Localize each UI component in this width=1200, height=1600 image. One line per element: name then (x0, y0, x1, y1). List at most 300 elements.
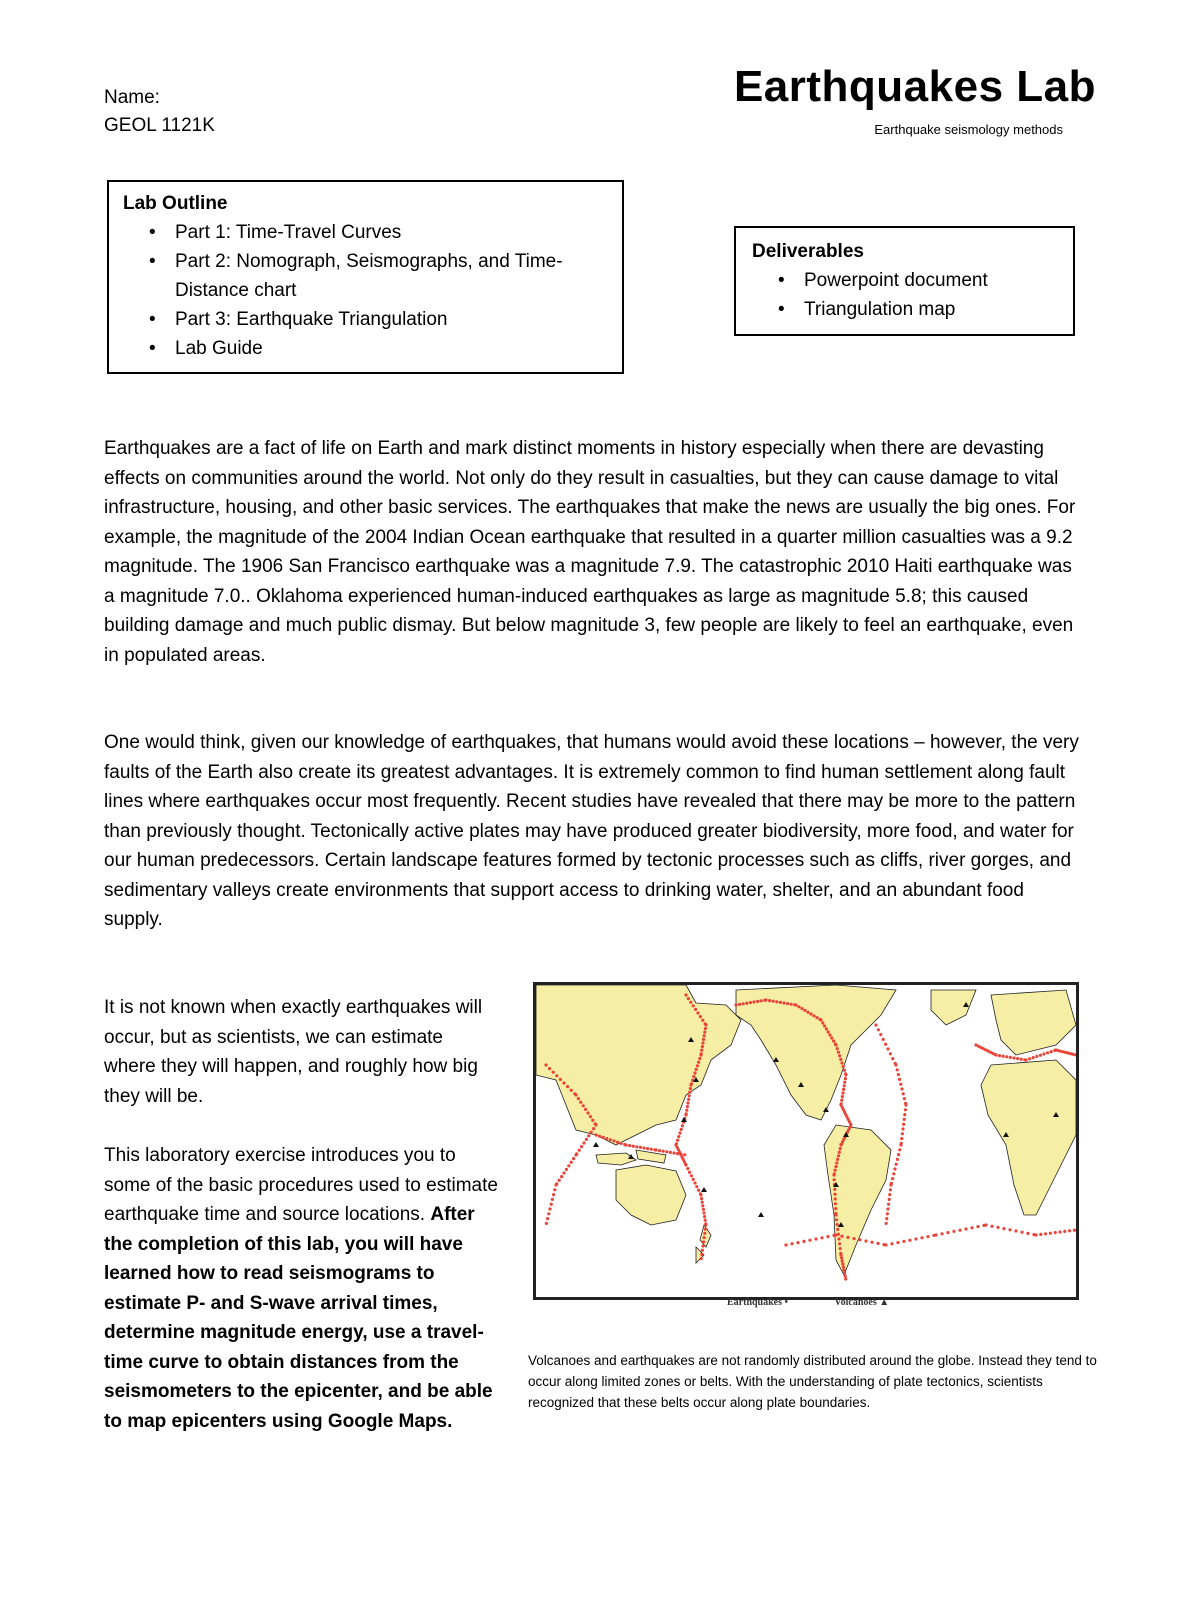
earthquake-dot (809, 1012, 812, 1015)
earthquake-dot (775, 1000, 778, 1003)
earthquake-dot (689, 1087, 692, 1090)
world-map-figure (533, 982, 1079, 1300)
earthquake-dot (598, 1135, 601, 1138)
name-label: Name: (104, 87, 160, 108)
lab-outline-item: • Part 2: Nomograph, Seismographs, and Time-Distance chart (175, 247, 608, 305)
deliverables-box (734, 226, 1075, 336)
earthquake-dot (592, 1127, 595, 1130)
earthquake-dot (828, 1033, 831, 1036)
earthquake-dot (558, 1179, 561, 1182)
earthquake-dot (882, 1038, 885, 1041)
earthquake-dot (891, 1057, 894, 1060)
earthquake-dot (620, 1142, 623, 1145)
earthquake-dot (695, 1068, 698, 1071)
earthquake-dot (819, 1018, 822, 1021)
earthquake-dot (578, 1149, 581, 1152)
earthquake-dot (1005, 1055, 1008, 1058)
lab-outline-list (123, 218, 608, 363)
earthquake-dot (544, 1063, 547, 1066)
earthquake-dot (1016, 1057, 1019, 1060)
earthquake-dot (681, 1124, 684, 1127)
earthquake-dot (840, 1235, 843, 1238)
earthquake-dot (844, 1274, 847, 1277)
earthquake-dot (1073, 1229, 1076, 1232)
earthquake-dot (879, 1033, 882, 1036)
earthquake-dot (904, 1108, 907, 1111)
earthquake-dot (676, 1139, 679, 1142)
earthquake-dot (838, 1242, 841, 1245)
earthquake-dot (1046, 1051, 1049, 1054)
earthquake-dot (834, 1169, 837, 1172)
earthquake-dot (836, 1223, 839, 1226)
earthquake-dot (832, 1039, 835, 1042)
earthquake-dot (701, 1204, 704, 1207)
earthquake-dot (1068, 1229, 1071, 1232)
earthquake-dot (830, 1036, 833, 1039)
earthquake-dot (646, 1147, 649, 1150)
earthquake-dot (752, 1000, 755, 1003)
earthquake-dot (890, 1242, 893, 1245)
earthquake-dot (964, 1227, 967, 1230)
earthquake-dot (835, 1218, 838, 1221)
earthquake-dot (896, 1241, 899, 1244)
earthquake-dot (833, 1178, 836, 1181)
earthquake-dot (635, 1145, 638, 1148)
earthquake-dot (904, 1103, 907, 1106)
earthquake-dot (704, 1023, 707, 1026)
earthquake-dot (839, 1147, 842, 1150)
earthquake-dot (703, 1236, 706, 1239)
earthquake-dot (555, 1074, 558, 1077)
earthquake-dot (703, 1031, 706, 1034)
header-info (104, 84, 215, 140)
earthquake-dot (842, 1065, 845, 1068)
earthquake-dot (886, 1207, 889, 1210)
earthquake-dot (894, 1063, 897, 1066)
earthquake-dot (702, 1211, 705, 1214)
earthquake-dot (896, 1068, 899, 1071)
earthquake-dot (689, 1001, 692, 1004)
earthquake-dot (686, 1167, 689, 1170)
earthquake-dot (838, 1151, 841, 1154)
earthquake-dot (585, 1138, 588, 1141)
earthquake-dot (886, 1212, 889, 1215)
earthquake-dot (1049, 1232, 1052, 1235)
earthquake-dot (834, 1202, 837, 1205)
earthquake-dot (696, 1064, 699, 1067)
earthquake-dot (689, 1083, 692, 1086)
earthquake-dot (553, 1188, 556, 1191)
earthquake-dot (874, 1023, 877, 1026)
earthquake-dot (899, 1083, 902, 1086)
earthquake-dot (742, 1002, 745, 1005)
earthquake-dot (1032, 1056, 1035, 1059)
earthquake-dot (892, 1172, 895, 1175)
earthquake-dot (834, 1207, 837, 1210)
objectives-plain-text: This laboratory exercise introduces you to some of the basic procedures used to estimate earthquake time and source locations. (104, 1145, 498, 1225)
earthquake-dot (590, 1131, 593, 1134)
earthquake-dot (844, 1073, 847, 1076)
earthquake-dot (552, 1193, 555, 1196)
earthquake-dot (934, 1233, 937, 1236)
earthquake-dot (839, 1247, 842, 1250)
earthquake-dot (903, 1118, 906, 1121)
earthquake-dot (680, 1153, 683, 1156)
earthquake-dot (806, 1011, 809, 1014)
earthquake-dot (701, 1244, 704, 1247)
earthquake-dot (734, 1003, 737, 1006)
earthquake-dot (577, 1097, 580, 1100)
earthquake-dot (1002, 1227, 1005, 1230)
earthquake-dot (692, 1178, 695, 1181)
earthquake-dot (1020, 1058, 1023, 1061)
earthquake-dot (833, 1193, 836, 1196)
course-code: GEOL 1121K (104, 115, 215, 136)
earthquake-dot (870, 1241, 873, 1244)
earthquake-dot (864, 1239, 867, 1242)
earthquake-dot (903, 1113, 906, 1116)
earthquake-dot (844, 1277, 847, 1280)
earthquake-dot (898, 1148, 901, 1151)
earthquake-dot (693, 1071, 696, 1074)
earthquake-dot (841, 1262, 844, 1265)
legend-volcanoes: Volcanoes ▲ (834, 1297, 890, 1308)
earthquake-dot (551, 1198, 554, 1201)
earthquake-dot (836, 1047, 839, 1050)
earthquake-dot (587, 1134, 590, 1137)
earthquake-dot (700, 1257, 703, 1260)
earthquake-dot (889, 1183, 892, 1186)
earthquake-dot (772, 1000, 775, 1003)
earthquake-dot (802, 1240, 805, 1243)
earthquake-dot (900, 1087, 903, 1090)
earthquake-dot (574, 1153, 577, 1156)
earthquake-dot (843, 1069, 846, 1072)
lab-outline-item: • Part 3: Earthquake Triangulation (175, 305, 608, 334)
earthquake-dot (704, 1223, 707, 1226)
earthquake-dot (676, 1152, 679, 1155)
earthquake-dot (902, 1092, 905, 1095)
earthquake-dot (1009, 1056, 1012, 1059)
earthquake-dot (586, 1111, 589, 1114)
earthquake-dot (700, 1253, 703, 1256)
earthquake-dot (842, 1088, 845, 1091)
earthquake-dot (686, 1105, 689, 1108)
earthquake-dot (984, 1223, 987, 1226)
earthquake-dot (683, 1153, 686, 1156)
earthquake-dot (639, 1146, 642, 1149)
earthquake-dot (790, 1003, 793, 1006)
earthquake-dot (745, 1002, 748, 1005)
earthquake-dot (548, 1067, 551, 1070)
earthquake-dot (692, 1075, 695, 1078)
earthquake-dot (889, 1052, 892, 1055)
earthquake-dot (594, 1133, 597, 1136)
earthquake-dot (570, 1089, 573, 1092)
earthquake-dot (842, 1265, 845, 1268)
earthquake-dot (841, 1095, 844, 1098)
earthquake-dot (1044, 1232, 1047, 1235)
earthquake-dot (566, 1085, 569, 1088)
earthquake-dot (902, 1240, 905, 1243)
earthquake-dot (899, 1143, 902, 1146)
estimate-paragraph: It is not known when exactly earthquakes will occur, but as scientists, we can estimate where they will happen, and roughly how big they will be. (104, 997, 483, 1107)
earthquake-dot (897, 1153, 900, 1156)
earthquake-dot (1002, 1055, 1005, 1058)
lab-outline-item: • Part 1: Time-Travel Curves (175, 218, 608, 247)
earthquake-dot (662, 1150, 665, 1153)
earthquake-dot (594, 1123, 597, 1126)
earthquake-dot (996, 1226, 999, 1229)
earthquake-dot (858, 1238, 861, 1241)
earthquake-dot (790, 1242, 793, 1245)
earthquake-dot (628, 1144, 631, 1147)
earthquake-dot (702, 1038, 705, 1041)
earthquake-dot (891, 1177, 894, 1180)
earthquake-dot (800, 1007, 803, 1010)
map-legend (727, 1297, 933, 1308)
lab-outline-item: • Lab Guide (175, 334, 608, 363)
earthquake-dot (1035, 1055, 1038, 1058)
earthquake-dot (693, 1181, 696, 1184)
earthquake-dot (632, 1145, 635, 1148)
earthquake-dot (700, 1049, 703, 1052)
earthquake-dot (605, 1137, 608, 1140)
earthquake-dot (562, 1171, 565, 1174)
earthquake-dot (702, 1208, 705, 1211)
earthquake-dot (1014, 1229, 1017, 1232)
earthquake-dot (841, 1091, 844, 1094)
earthquake-dot (612, 1139, 615, 1142)
earthquake-dot (582, 1141, 585, 1144)
earthquake-dot (803, 1009, 806, 1012)
earthquake-dot (846, 1236, 849, 1239)
earthquake-dot (768, 999, 771, 1002)
earthquake-dot (839, 1143, 842, 1146)
earthquake-dot (688, 1094, 691, 1097)
earthquake-dot (888, 1193, 891, 1196)
deliverables-item: • Powerpoint document (804, 266, 1057, 295)
earthquake-dot (602, 1136, 605, 1139)
earthquake-dot (814, 1237, 817, 1240)
earthquake-dot (823, 1024, 826, 1027)
earthquake-dot (1034, 1233, 1037, 1236)
earthquake-dot (834, 1165, 837, 1168)
earthquake-dot (570, 1161, 573, 1164)
earthquake-dot (589, 1115, 592, 1118)
earthquake-dot (701, 1249, 704, 1252)
earthquake-dot (699, 1193, 702, 1196)
earthquake-dot (687, 997, 690, 1000)
earthquake-dot (840, 1099, 843, 1102)
earthquake-dot (677, 1135, 680, 1138)
earthquake-dot (1024, 1058, 1027, 1061)
earthquake-dot (696, 1011, 699, 1014)
earthquake-dot (970, 1226, 973, 1229)
earthquake-dot (687, 1098, 690, 1101)
earthquake-dot (703, 1215, 706, 1218)
earthquake-dot (786, 1002, 789, 1005)
deliverables-item: • Triangulation map (804, 295, 1057, 324)
earthquake-dot (834, 1233, 837, 1236)
earthquake-dot (1063, 1230, 1066, 1233)
deliverables-list (752, 266, 1057, 324)
earthquake-dot (764, 998, 767, 1001)
earthquake-dot (698, 1057, 701, 1060)
earthquake-dot (545, 1222, 548, 1225)
earthquake-dot (897, 1073, 900, 1076)
earthquake-dot (843, 1271, 846, 1274)
earthquake-dot (840, 1061, 843, 1064)
lab-outline-box (107, 180, 624, 374)
deliverables-title: Deliverables (752, 241, 864, 262)
earthquake-dot (699, 1053, 702, 1056)
earthquake-dot (841, 1259, 844, 1262)
earthquake-dot (825, 1027, 828, 1030)
earthquake-dot (834, 1213, 837, 1216)
earthquake-dot (701, 1045, 704, 1048)
earthquake-dot (701, 1041, 704, 1044)
earthquake-dot (837, 1154, 840, 1157)
earthquake-dot (703, 1232, 706, 1235)
earthquake-dot (547, 1212, 550, 1215)
earthquake-dot (836, 1158, 839, 1161)
legend-earthquakes: Earthquakes • (727, 1297, 789, 1308)
earthquake-dot (572, 1157, 575, 1160)
earthquake-dot (672, 1151, 675, 1154)
earthquake-dot (749, 1001, 752, 1004)
earthquake-dot (669, 1151, 672, 1154)
earthquake-dot (688, 1091, 691, 1094)
figure-caption: Volcanoes and earthquakes are not randomly distributed around the globe. Instead they tend to occur along limited zones or belts. With the understanding of plate tectonics, scientists recognized that these belts occur along plate boundaries. (528, 1353, 1097, 1410)
intro-paragraph: Earthquakes are a fact of life on Earth and mark distinct moments in history especially when there are devasting effects on communities around the world. Not only do they result in casualties, but they can cause damage to vital infrastructure, housing, and other basic services. The earthquakes that make the news are usually the big ones. For example, the magnitude of the 2004 Indian Ocean earthquake that resulted in a quarter million casualties was a 9.2 magnitude. The 1906 San Francisco earthquake was a magnitude 7.9. The catastrophic 2010 Haiti earthquake was a magnitude 7.0.. Oklahoma experienced human-induced earthquakes as large as magnitude 5.8; this caused building damage and much public dismay. But below magnitude 3, few people are likely to feel an earthquake, even in populated areas. (104, 438, 1076, 666)
earthquake-dot (839, 1253, 842, 1256)
earthquake-dot (920, 1236, 923, 1239)
earthquake-dot (738, 1003, 741, 1006)
earthquake-dot (794, 1003, 797, 1006)
earthquake-dot (700, 1197, 703, 1200)
earthquake-dot (1008, 1228, 1011, 1231)
earthquake-dot (876, 1242, 879, 1245)
earthquake-dot (903, 1097, 906, 1100)
earthquake-dot (779, 1001, 782, 1004)
earthquake-dot (926, 1235, 929, 1238)
earthquake-dot (616, 1141, 619, 1144)
earthquake-dot (877, 1028, 880, 1031)
objectives-paragraph (104, 1141, 499, 1436)
earthquake-dot (1026, 1232, 1029, 1235)
earthquake-dot (797, 1005, 800, 1008)
earthquake-dot (574, 1093, 577, 1096)
earthquake-dot (834, 1043, 837, 1046)
earthquake-dot (784, 1243, 787, 1246)
earthquake-dot (678, 1131, 681, 1134)
earthquake-dot (837, 1051, 840, 1054)
earthquake-dot (562, 1081, 565, 1084)
earthquake-dot (884, 1043, 887, 1046)
earthquake-dot (1054, 1231, 1057, 1234)
earthquake-dot (843, 1081, 846, 1084)
earthquake-dot (827, 1030, 830, 1033)
earthquake-dot (820, 1236, 823, 1239)
earthquake-dot (760, 999, 763, 1002)
earthquake-dot (940, 1232, 943, 1235)
earthquake-dot (1058, 1230, 1061, 1233)
earthquake-dot (650, 1148, 653, 1151)
earthquake-dot (756, 1000, 759, 1003)
earthquake-dot (642, 1146, 645, 1149)
page-title: Earthquakes Lab (733, 62, 1096, 111)
earthquake-dot (843, 1084, 846, 1087)
earthquake-dot (1020, 1231, 1023, 1234)
earthquake-dot (833, 1188, 836, 1191)
earthquake-dot (782, 1001, 785, 1004)
earthquake-dot (582, 1104, 585, 1107)
earthquake-dot (1028, 1057, 1031, 1060)
earthquake-dot (836, 1228, 839, 1231)
earthquake-dot (704, 1027, 707, 1030)
lab-outline-title: Lab Outline (123, 193, 228, 214)
earthquake-dot (815, 1016, 818, 1019)
earthquake-dot (1050, 1050, 1053, 1053)
earthquake-dot (994, 1053, 997, 1056)
earthquake-dot (680, 1128, 683, 1131)
earthquake-dot (688, 1171, 691, 1174)
earthquake-dot (665, 1150, 668, 1153)
earthquake-dot (685, 1109, 688, 1112)
earthquake-dot (887, 1203, 890, 1206)
earthquake-dot (990, 1225, 993, 1228)
earthquake-dot (699, 1015, 702, 1018)
earthquake-dot (838, 1054, 841, 1057)
earthquake-dot (1039, 1054, 1042, 1057)
earthquake-dot (701, 1019, 704, 1022)
earthquake-dot (697, 1189, 700, 1192)
earthquake-dot (591, 1119, 594, 1122)
lab-intro-column (104, 993, 499, 1466)
earthquake-dot (658, 1149, 661, 1152)
earthquake-dot (701, 1201, 704, 1204)
earthquake-dot (550, 1203, 553, 1206)
earthquake-dot (692, 1004, 695, 1007)
earthquake-dot (895, 1163, 898, 1166)
earthquake-dot (952, 1230, 955, 1233)
earthquake-dot (695, 1185, 698, 1188)
earthquake-dot (900, 1137, 903, 1140)
earthquake-dot (837, 1237, 840, 1240)
earthquake-dot (552, 1071, 555, 1074)
earthquake-dot (690, 1174, 693, 1177)
earthquake-dot (821, 1021, 824, 1024)
earthquake-dot (826, 1235, 829, 1238)
earthquake-dot (834, 1197, 837, 1200)
earthquake-dot (624, 1143, 627, 1146)
earthquake-dot (559, 1078, 562, 1081)
earthquake-dot (554, 1183, 557, 1186)
earthquake-dot (704, 1219, 707, 1222)
earthquake-dot (839, 1058, 842, 1061)
earthquake-dot (852, 1237, 855, 1240)
earthquake-dot (886, 1047, 889, 1050)
settlement-paragraph: One would think, given our knowledge of earthquakes, that humans would avoid these locations – however, the very faults of the Earth also create its greatest advantages. It is extremely common to find human settlement along fault lines where earthquakes occur most frequently. Recent studies have revealed that there may be more to the pattern than previously thought. Tectonically active plates may have produced greater biodiversity, more food, and water for our human predecessors. Certain landscape features formed by tectonic processes such as cliffs, river gorges, and sedimentary valleys create environments that support access to drinking water, shelter, and an abundant food supply. (104, 732, 1079, 930)
earthquake-dot (686, 1101, 689, 1104)
earthquake-dot (842, 1268, 845, 1271)
earthquake-dot (885, 1217, 888, 1220)
earthquake-dot (893, 1167, 896, 1170)
earthquake-dot (901, 1132, 904, 1135)
earthquake-dot (976, 1225, 979, 1228)
earthquake-dot (840, 1256, 843, 1259)
